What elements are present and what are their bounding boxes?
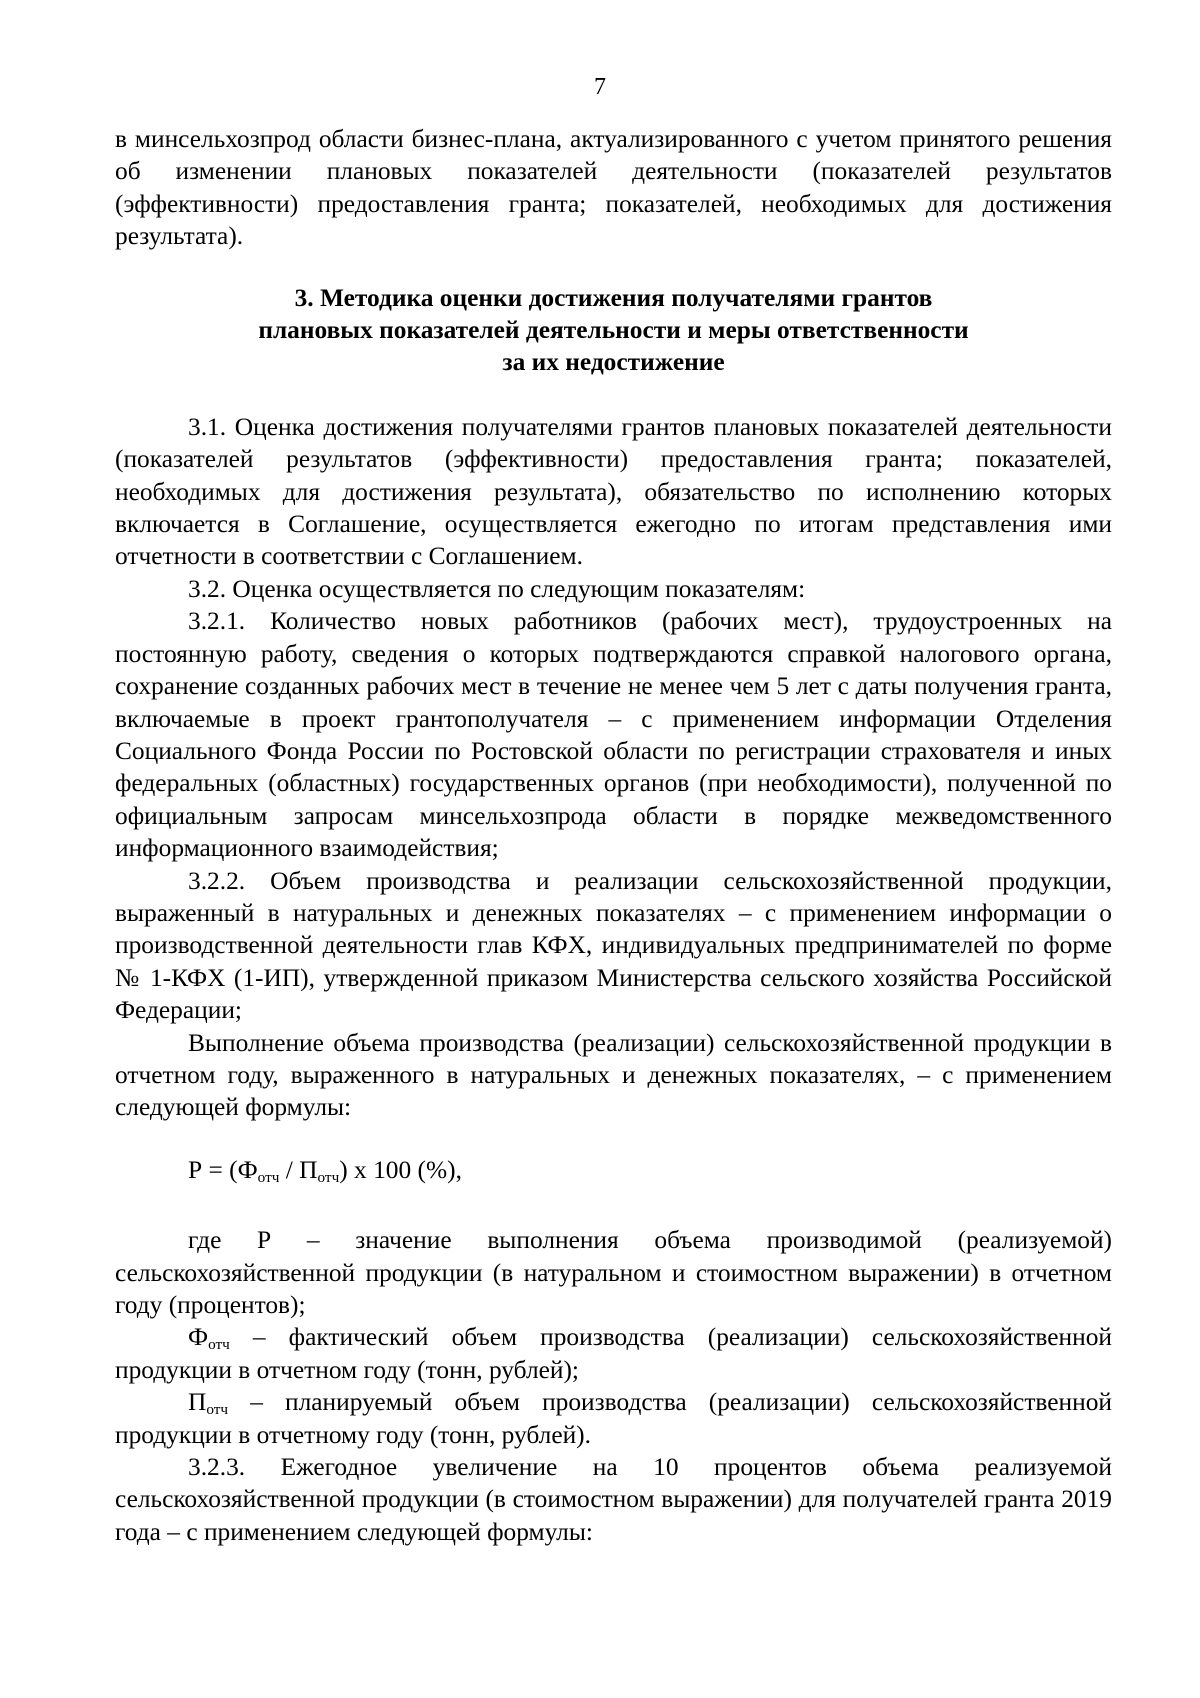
formula-rhs: ) х 100 (%), xyxy=(339,1155,462,1184)
paragraph-3-2-2: 3.2.2. Объем производства и реализации сельскохозяйственной продукции, выраженный в натуральных и денежных показателях – с применением информации о производственной деятельности глав КФХ, индивидуальных предпринимателей по форме № 1-КФХ (1-ИП), утвержденной приказом Министерства сельского хозяйства Российской Федерации; xyxy=(115,866,1112,1025)
phi-definition: – фактический объем производства (реализации) сельскохозяйственной продукции в отчетном году (тонн, рублей); xyxy=(115,1323,1112,1384)
formula-lhs: Р = (Ф xyxy=(188,1155,258,1184)
pi-definition: – планируемый объем производства (реализации) сельскохозяйственной продукции в отчетному году (тонн, рублей). xyxy=(115,1388,1112,1449)
section-heading xyxy=(115,282,1112,379)
paragraph-pi xyxy=(115,1386,1112,1451)
formula-sub-2: отч xyxy=(317,1168,340,1186)
intro-paragraph: в минсельхозпрод области бизнес-плана, актуализированного с учетом принятого решения об изменении плановых показателей деятельности (показателей результатов (эффективности) предоставления гранта; показателей, необходимых для достижения результата). xyxy=(115,125,1112,251)
pi-symbol: П xyxy=(188,1388,207,1417)
paragraph-phi xyxy=(115,1321,1112,1386)
section-heading-line-2: плановых показателей деятельности и меры ответственности xyxy=(258,316,969,345)
section-heading-line-1: 3. Методика оценки достижения получателями грантов xyxy=(294,283,933,312)
paragraph-3-2-1: 3.2.1. Количество новых работников (рабочих мест), трудоустроенных на постоянную работу, сведения о которых подтверждаются справкой налогового органа, сохранение созданных рабочих мест в течение не менее чем 5 лет с даты получения гранта, включаемые в проект грантополучателя – с применением информации Отделения Социального Фонда России по Ростовской области по регистрации страхователя и иных федеральных (областных) государственных органов (при необходимости), полученной по официальным запросам минсельхозпрода области в порядке межведомственного информационного взаимодействия; xyxy=(115,607,1112,863)
paragraph-execution: Выполнение объема производства (реализации) сельскохозяйственной продукции в отчетном году, выраженного в натуральных и денежных показателях, – с применением следующей формулы: xyxy=(115,1028,1112,1122)
paragraph-3-2: 3.2. Оценка осуществляется по следующим показателям: xyxy=(188,574,806,603)
formula-sub-1: отч xyxy=(257,1168,280,1186)
page-number: 7 xyxy=(594,74,606,100)
formula xyxy=(115,1154,1112,1186)
section-heading-line-3: за их недостижение xyxy=(502,348,725,377)
paragraph-3-1: 3.1. Оценка достижения получателями грантов плановых показателей деятельности (показателей результатов (эффективности) предоставления гранта; показателей, необходимых для достижения результата), обязательство по исполнению которых включается в Соглашение, осуществляется ежегодно по итогам представления ими отчетности в соответствии с Соглашением. xyxy=(115,412,1112,571)
pi-subscript: отч xyxy=(206,1401,229,1419)
paragraph-where-p: где Р – значение выполнения объема производимой (реализуемой) сельскохозяйственной продукции (в натуральном и стоимостном выражении) в отчетном году (процентов); xyxy=(115,1226,1112,1319)
phi-symbol: Ф xyxy=(188,1323,209,1352)
document-body xyxy=(115,123,1112,1548)
paragraph-3-2-3: 3.2.3. Ежегодное увеличение на 10 процентов объема реализуемой сельскохозяйственной продукции (в стоимостном выражении) для получателей гранта 2019 года – с применением следующей формулы: xyxy=(115,1453,1112,1546)
phi-subscript: отч xyxy=(208,1336,230,1354)
formula-mid: / П xyxy=(279,1155,318,1184)
